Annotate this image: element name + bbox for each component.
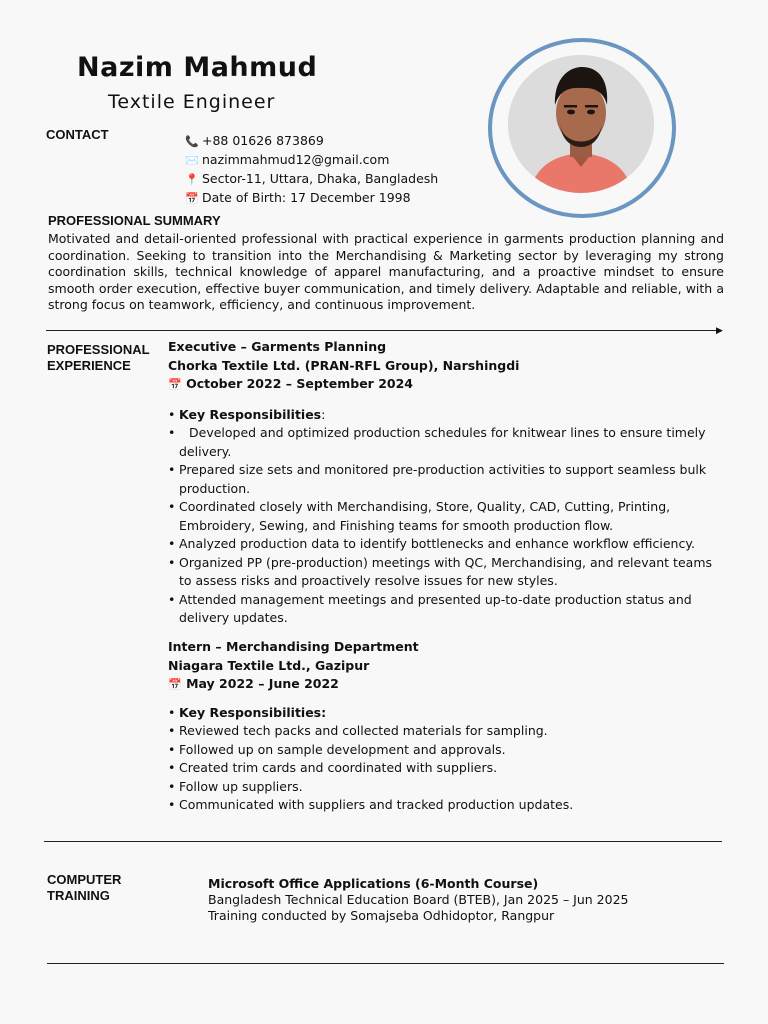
pin-icon: 📍 (185, 173, 199, 186)
key-responsibilities-label: Key Responsibilities (179, 406, 322, 422)
list-item (179, 424, 720, 461)
section-divider (46, 330, 718, 331)
contact-heading: CONTACT (46, 127, 109, 142)
email-text: nazimmahmud12@gmail.com (202, 152, 390, 167)
training-heading-line1: COMPUTER (47, 872, 122, 887)
arrow-head-icon: ▶ (716, 325, 723, 335)
job-company: Chorka Textile Ltd. (PRAN-RFL Group), Narshingdi (168, 357, 520, 373)
contact-phone (185, 132, 438, 151)
job-role: Executive – Garments Planning (168, 339, 387, 354)
contact-address (185, 170, 438, 189)
bullet-text: Analyzed production data to identify bottlenecks and enhance workflow efficiency. (179, 536, 695, 551)
calendar-icon: 📅 (168, 678, 182, 691)
bullet-text: Reviewed tech packs and collected materials for sampling. (179, 723, 548, 738)
experience-heading-line1: PROFESSIONAL (47, 342, 150, 357)
experience-heading (47, 342, 150, 374)
job-period-text: May 2022 – June 2022 (186, 676, 339, 691)
calendar-icon: 📅 (168, 378, 182, 391)
phone-text: +88 01626 873869 (202, 133, 324, 148)
section-divider (47, 963, 724, 964)
job-period-text: October 2022 – September 2024 (186, 376, 413, 391)
bullet-text: Developed and optimized production schedules for knitwear lines to ensure timely delivery. (179, 425, 706, 459)
job-bullets (168, 406, 720, 628)
list-item (179, 461, 720, 498)
summary-text: Motivated and detail-oriented professional with practical experience in garments production planning and coordination. Seeking to transition into the Merchandising & Marketing sector by leveraging my strong coordination skills, technical knowledge of apparel manufacturing, and a proactive mindset to ensure smooth order execution, effective buyer communication, and timely delivery. Adaptable and reliable, with a strong focus on teamwork, efficiency, and continuous improvement. (48, 231, 724, 312)
mail-icon: ✉️ (185, 154, 199, 167)
section-divider (44, 841, 722, 842)
job-entry (168, 338, 720, 628)
calendar-icon: 📅 (185, 192, 199, 205)
candidate-name: Nazim Mahmud (77, 52, 318, 83)
summary-heading: PROFESSIONAL SUMMARY (48, 213, 221, 228)
list-item (179, 535, 720, 554)
candidate-title: Textile Engineer (108, 91, 276, 113)
list-item (179, 759, 720, 778)
job-bullets (168, 704, 720, 815)
list-item (179, 554, 720, 591)
list-item (179, 498, 720, 535)
bullet-text: Attended management meetings and presented up-to-date production status and delivery updates. (179, 591, 692, 625)
bullet-text: Created trim cards and coordinated with suppliers. (179, 760, 498, 775)
bullet-text: Organized PP (pre-production) meetings with QC, Merchandising, and relevant teams to assess risks and proactively resolve issues for new styles. (179, 554, 713, 588)
address-text: Sector-11, Uttara, Dhaka, Bangladesh (202, 171, 439, 186)
bullet-text: Prepared size sets and monitored pre-production activities to support seamless bulk production. (179, 462, 707, 496)
job-company: Niagara Textile Ltd., Gazipur (168, 657, 370, 673)
contact-dob (185, 189, 438, 208)
key-label-suffix: : (321, 406, 326, 422)
profile-portrait (508, 55, 654, 193)
bullet-text: Coordinated closely with Merchandising, Store, Quality, CAD, Cutting, Printing, Embroidery, Sewing, and Finishing teams for smooth production flow. (179, 499, 671, 533)
training-entry (208, 876, 629, 924)
contact-email (185, 151, 438, 170)
list-item (179, 591, 720, 628)
profile-photo (508, 55, 654, 193)
list-item (179, 778, 720, 797)
list-item (179, 704, 720, 723)
list-item (179, 406, 720, 425)
list-item (179, 796, 720, 815)
job-entry (168, 638, 720, 815)
job-period (168, 375, 720, 395)
training-heading (47, 872, 121, 904)
key-responsibilities-label: Key Responsibilities: (179, 704, 327, 720)
job-role: Intern – Merchandising Department (168, 639, 419, 654)
bullet-text: Communicated with suppliers and tracked production updates. (179, 797, 574, 812)
training-course: Microsoft Office Applications (6-Month Course) (208, 876, 539, 891)
list-item (179, 722, 720, 741)
contact-list (185, 132, 438, 208)
experience-heading-line2: EXPERIENCE (47, 358, 131, 373)
phone-icon: 📞 (185, 135, 199, 148)
dob-text: Date of Birth: 17 December 1998 (202, 190, 411, 205)
training-note: Training conducted by Somajseba Odhidoptor, Rangpur (208, 908, 555, 923)
list-item (179, 741, 720, 760)
training-institution: Bangladesh Technical Education Board (BTEB), Jan 2025 – Jun 2025 (208, 892, 629, 907)
job-period (168, 675, 720, 695)
training-heading-line2: TRAINING (47, 888, 110, 903)
bullet-text: Followed up on sample development and approvals. (179, 741, 506, 757)
bullet-text: Follow up suppliers. (179, 778, 303, 794)
